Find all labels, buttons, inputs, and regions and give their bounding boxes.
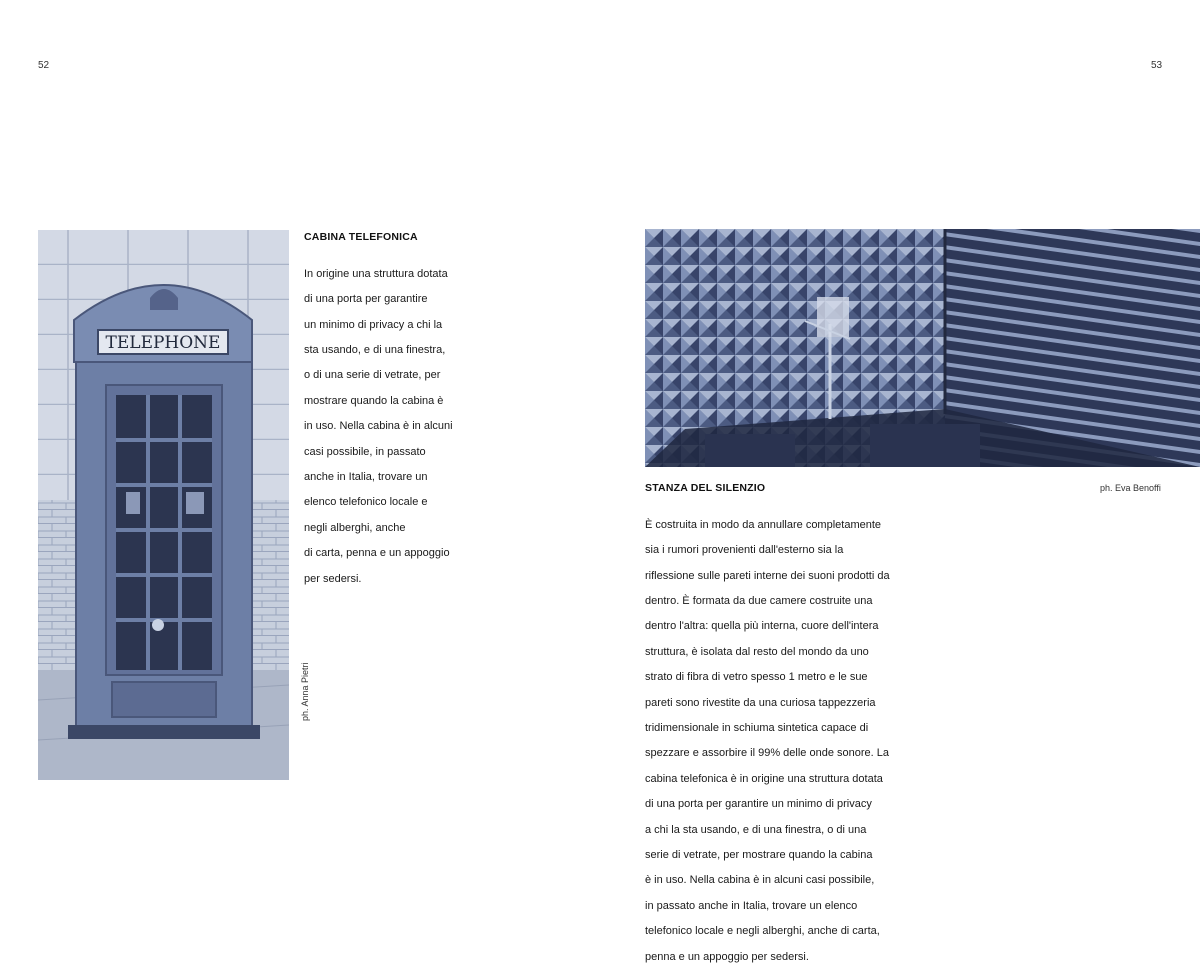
- text-line: dentro. È formata da due camere costruite una: [645, 594, 873, 607]
- text-line: elenco telefonico locale e: [304, 496, 428, 509]
- text-line: negli alberghi, anche: [304, 521, 406, 534]
- text-line: a chi la sta usando, e di una finestra, o di una: [645, 823, 867, 836]
- text-line: di una porta per garantire un minimo di privacy: [645, 798, 872, 811]
- text-line: o di una serie di vetrate, per: [304, 369, 441, 382]
- text-line: telefonico locale e negli alberghi, anche di carta,: [645, 925, 880, 938]
- text-line: sta usando, e di una finestra,: [304, 343, 446, 356]
- text-line: in uso. Nella cabina è in alcuni: [304, 420, 453, 433]
- page-number-right: 53: [1151, 60, 1163, 71]
- photo-caption-right: ph. Eva Benoffi: [1100, 483, 1161, 493]
- text-line: di carta, penna e un appoggio: [304, 547, 450, 560]
- anechoic-chamber-illustration: [645, 229, 1200, 467]
- text-line: mostrare quando la cabina è: [304, 394, 444, 407]
- telephone-body-text: [304, 255, 474, 585]
- text-line: struttura, è isolata dal resto del mondo da uno: [645, 645, 869, 658]
- photo-caption-left: ph. Anna Pietri: [300, 662, 310, 721]
- text-line: pareti sono rivestite da una curiosa tappezzeria: [645, 696, 876, 709]
- text-line: sia i rumori provenienti dall'esterno sia la: [645, 544, 844, 557]
- anechoic-chamber-photo: [645, 229, 1200, 467]
- text-line: in passato anche in Italia, trovare un elenco: [645, 899, 858, 912]
- text-line: serie di vetrate, per mostrare quando la cabina: [645, 848, 873, 861]
- text-line: anche in Italia, trovare un: [304, 470, 428, 483]
- section-heading-silence-room: STANZA DEL SILENZIO: [645, 482, 766, 494]
- telephone-box-illustration: [38, 230, 289, 780]
- text-line: un minimo di privacy a chi la: [304, 318, 443, 331]
- text-line: tridimensionale in schiuma sintetica capace di: [645, 721, 869, 734]
- telephone-box-photo: [38, 230, 289, 780]
- text-line: casi possibile, in passato: [304, 445, 426, 458]
- text-line: dentro l'altra: quella più interna, cuore dell'intera: [645, 620, 879, 633]
- text-line: penna e un appoggio per sedersi.: [645, 950, 809, 963]
- page-number-left: 52: [38, 60, 50, 71]
- text-line: di una porta per garantire: [304, 293, 428, 306]
- silence-room-body-text: [645, 506, 920, 963]
- text-line: strato di fibra di vetro spesso 1 metro e le sue: [645, 671, 868, 684]
- text-line: In origine una struttura dotata: [304, 267, 448, 280]
- text-line: È costruita in modo da annullare completamente: [645, 518, 882, 531]
- text-line: per sedersi.: [304, 572, 362, 585]
- text-line: cabina telefonica è in origine una struttura dotata: [645, 772, 883, 785]
- text-line: è in uso. Nella cabina è in alcuni casi possibile,: [645, 874, 875, 887]
- section-heading-telephone: CABINA TELEFONICA: [304, 231, 418, 243]
- telephone-sign-text: TELEPHONE: [105, 333, 221, 353]
- text-line: spezzare e assorbire il 99% delle onde sonore. La: [645, 747, 889, 760]
- text-line: riflessione sulle pareti interne dei suoni prodotti da: [645, 569, 890, 582]
